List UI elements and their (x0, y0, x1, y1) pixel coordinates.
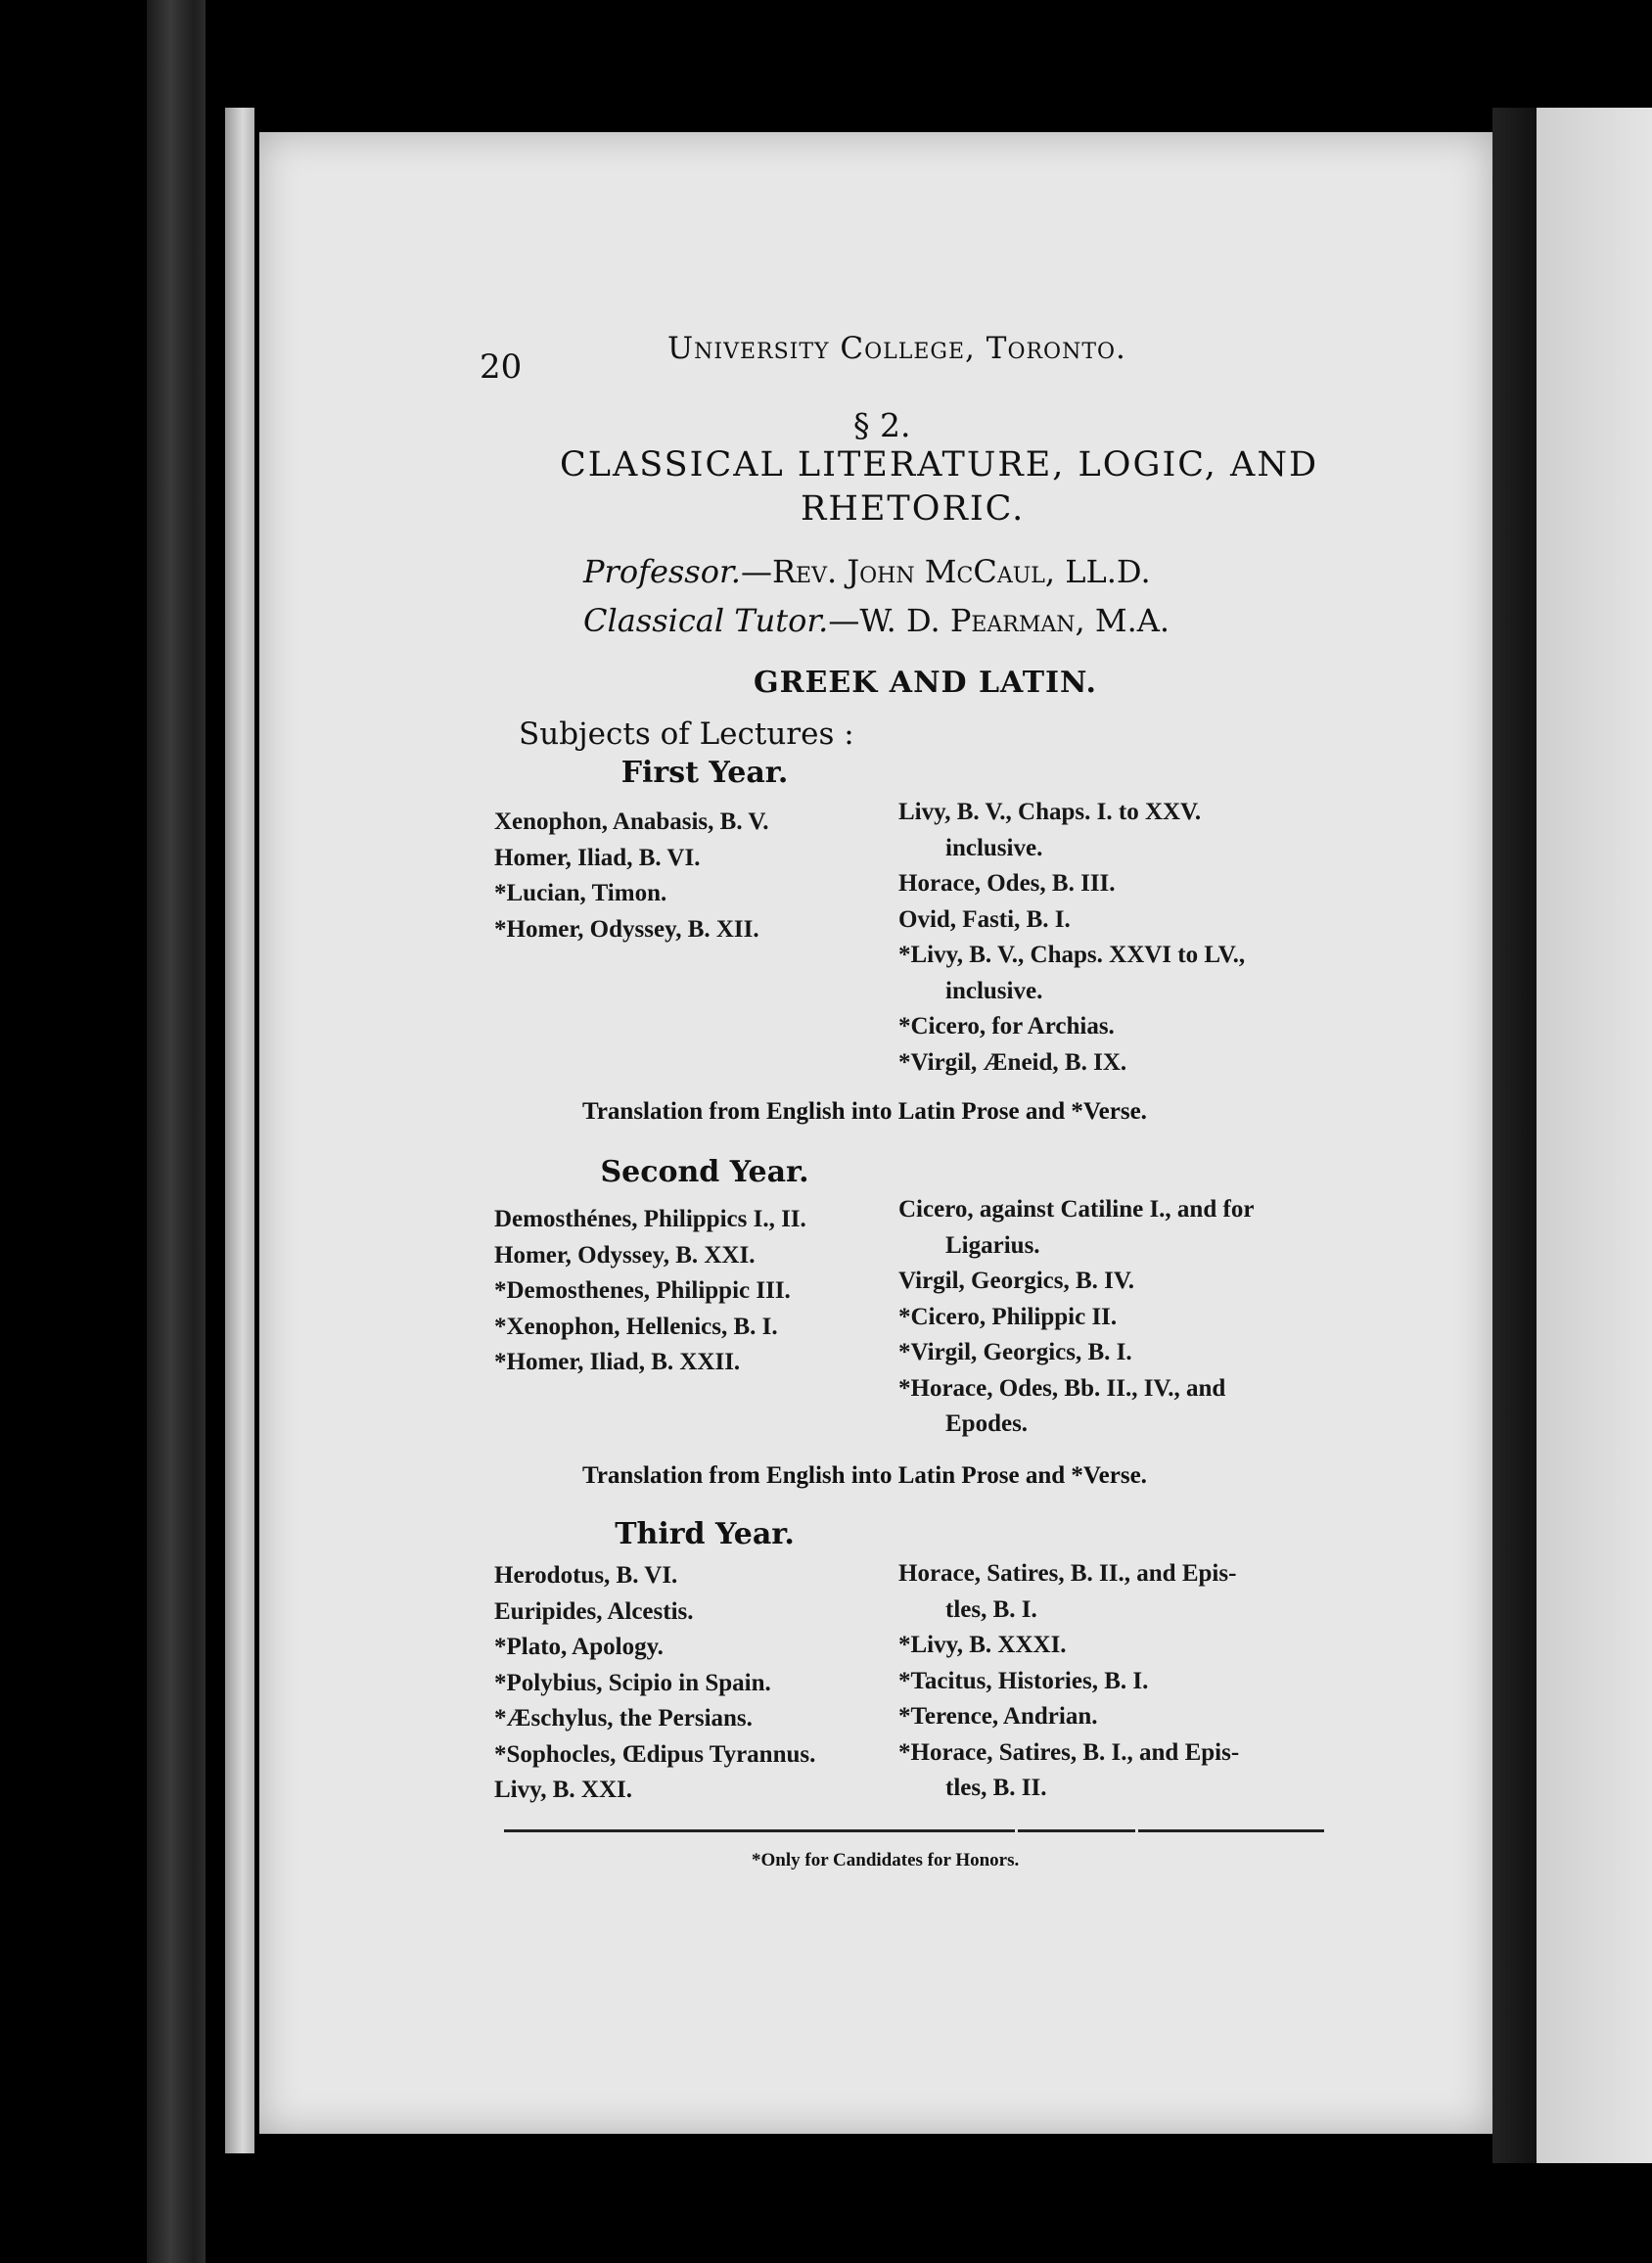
list-item: inclusive. (945, 977, 1043, 1004)
translation-note: Translation from English into Latin Prose and *Verse. (582, 1462, 1147, 1489)
list-item: *Virgil, Æneid, B. IX. (898, 1048, 1127, 1076)
list-item: *Horace, Odes, Bb. II., IV., and (898, 1374, 1226, 1402)
list-item: Xenophon, Anabasis, B. V. (494, 808, 769, 835)
list-item: inclusive. (945, 834, 1043, 861)
list-item: *Homer, Odyssey, B. XII. (494, 915, 759, 943)
list-item: tles, B. I. (945, 1595, 1037, 1623)
staff-role: Professor. (583, 553, 741, 590)
second-year-right-column (898, 1192, 1254, 1443)
list-item: *Virgil, Georgics, B. I. (898, 1339, 1132, 1365)
staff-role: Classical Tutor. (583, 602, 829, 639)
list-item: Horace, Odes, B. III. (898, 870, 1116, 897)
first-year-left-column (494, 805, 768, 947)
footnote-rule (504, 1829, 1015, 1832)
list-item: *Æschylus, the Persians. (494, 1705, 753, 1732)
list-item: *Demosthenes, Philippic III. (494, 1277, 791, 1304)
list-item: *Cicero, Philippic II. (898, 1303, 1118, 1330)
list-item: *Sophocles, Œdipus Tyrannus. (494, 1740, 816, 1768)
second-year-left-column (494, 1202, 806, 1381)
section-mark: § 2. (853, 406, 911, 444)
list-item: Virgil, Georgics, B. IV. (898, 1268, 1134, 1294)
section-title-line1: CLASSICAL LITERATURE, LOGIC, AND (560, 445, 1319, 485)
list-item: Euripides, Alcestis. (494, 1597, 694, 1625)
section-title-line2: RHETORIC. (801, 489, 1026, 529)
page-gutter (1492, 108, 1537, 2163)
list-item: Herodotus, B. VI. (494, 1562, 678, 1589)
list-item: *Homer, Iliad, B. XXII. (494, 1349, 741, 1375)
list-item: *Xenophon, Hellenics, B. I. (494, 1313, 778, 1340)
list-item: tles, B. II. (945, 1775, 1047, 1801)
staff-professor (583, 553, 1151, 590)
page-edge (225, 108, 254, 2153)
year-title: First Year. (620, 756, 789, 790)
year-title: Second Year. (600, 1155, 809, 1189)
list-item: Livy, B. V., Chaps. I. to XXV. (898, 799, 1202, 825)
list-item: *Lucian, Timon. (494, 880, 667, 906)
list-item: *Livy, B. XXXI. (898, 1632, 1067, 1658)
staff-name: —W. D. Pearman, M.A. (828, 602, 1170, 639)
list-item: *Terence, Andrian. (898, 1703, 1098, 1730)
running-head: University College, Toronto. (667, 331, 1126, 366)
footnote-rule (1018, 1829, 1135, 1832)
list-item: *Polybius, Scipio in Spain. (494, 1669, 771, 1696)
next-page-edge (1537, 108, 1652, 2163)
first-year-right-column (898, 795, 1245, 1081)
staff-tutor (583, 602, 1170, 639)
list-item: *Livy, B. V., Chaps. XXVI to LV., (898, 942, 1246, 968)
list-item: Homer, Odyssey, B. XXI. (494, 1241, 756, 1269)
list-item: Cicero, against Catiline I., and for (898, 1196, 1255, 1223)
list-item: Ovid, Fasti, B. I. (898, 905, 1071, 933)
subject-heading: GREEK AND LATIN. (754, 666, 1097, 700)
page-number: 20 (480, 347, 523, 387)
list-item: *Cicero, for Archias. (898, 1013, 1115, 1039)
footnote: *Only for Candidates for Honors. (752, 1850, 1020, 1870)
list-item: Horace, Satires, B. II., and Epis- (898, 1560, 1237, 1587)
list-item: Epodes. (945, 1410, 1029, 1437)
footnote-rule (1138, 1829, 1324, 1832)
subjects-label: Subjects of Lectures : (519, 716, 854, 752)
list-item: Homer, Iliad, B. VI. (494, 844, 701, 871)
list-item: *Plato, Apology. (494, 1634, 664, 1660)
book-binding (147, 0, 206, 2263)
list-item: Ligarius. (945, 1231, 1040, 1259)
list-item: Demosthénes, Philippics I., II. (494, 1206, 806, 1232)
list-item: *Tacitus, Histories, B. I. (898, 1667, 1149, 1694)
year-title: Third Year. (615, 1517, 795, 1551)
staff-name: —Rev. John McCaul, LL.D. (740, 553, 1151, 590)
list-item: *Horace, Satires, B. I., and Epis- (898, 1738, 1240, 1766)
third-year-right-column (898, 1556, 1239, 1807)
list-item: Livy, B. XXI. (494, 1777, 633, 1803)
third-year-left-column (494, 1558, 815, 1809)
translation-note: Translation from English into Latin Prose and *Verse. (582, 1098, 1147, 1125)
